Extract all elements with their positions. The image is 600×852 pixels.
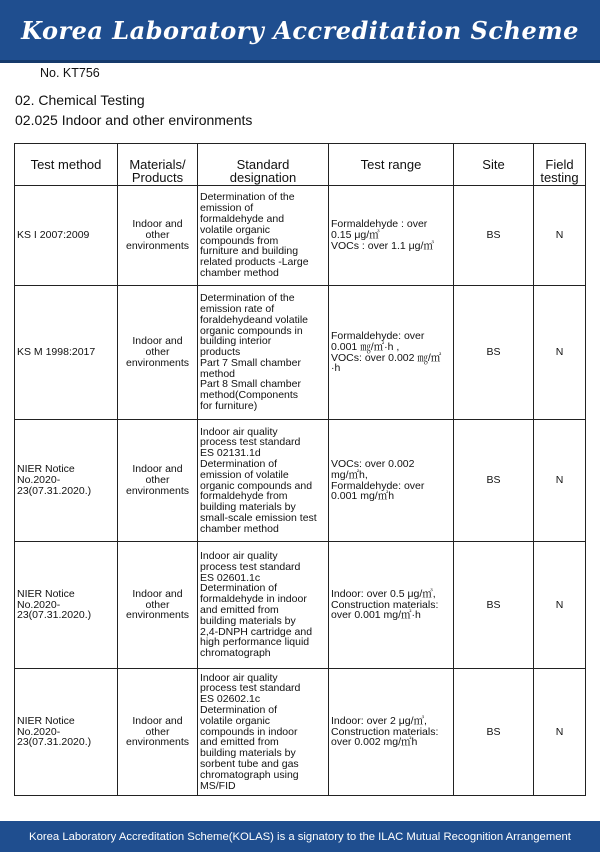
cell-test-range: Formaldehyde : over 0.15 μg/㎥ VOCs : over 1.1 μg/㎥ bbox=[329, 186, 454, 286]
cell-standard: Determination of the emission rate of foraldehydeand volatile organic compounds in building interior products Part 7 Small chamber method Part 8 Small chamber method(Components for furniture) bbox=[198, 286, 329, 420]
header-title: Korea Laboratory Accreditation Scheme bbox=[21, 15, 579, 45]
cell-standard: Indoor air quality process test standard ES 02601.1c Determination of formaldehyde in indoor and emitted from building materials by 2,4-DNPH cartridge and high performance liquid chromatograph bbox=[198, 542, 329, 669]
header-test-range bbox=[329, 144, 454, 186]
cell-standard: Determination of the emission of formaldehyde and volatile organic compounds from furniture and building related products -Large chamber method bbox=[198, 186, 329, 286]
header-test-method bbox=[15, 144, 118, 186]
header-standard-label: Standard designation bbox=[229, 157, 297, 185]
cell-test-method: KS I 2007:2009 bbox=[15, 186, 118, 286]
table-row bbox=[15, 669, 586, 796]
cell-material: Indoor and other environments bbox=[118, 669, 198, 796]
header-field-label: Field testing bbox=[540, 157, 579, 185]
scope-table bbox=[14, 143, 586, 796]
cell-field: N bbox=[534, 542, 586, 669]
cell-test-range: VOCs: over 0.002 mg/㎡h, Formaldehyde: over 0.001 mg/㎡h bbox=[329, 420, 454, 542]
document-number: No. KT756 bbox=[40, 66, 100, 80]
cell-test-range: Indoor: over 2 μg/㎥, Construction materials: over 0.002 mg/㎡h bbox=[329, 669, 454, 796]
header-test-method-label: Test method bbox=[30, 157, 102, 172]
cell-field: N bbox=[534, 186, 586, 286]
table-row bbox=[15, 286, 586, 420]
table-row bbox=[15, 542, 586, 669]
header-banner bbox=[0, 0, 600, 63]
table-header-row bbox=[15, 144, 586, 186]
cell-test-method: NIER Notice No.2020-23(07.31.2020.) bbox=[15, 542, 118, 669]
cell-material: Indoor and other environments bbox=[118, 286, 198, 420]
header-standard bbox=[198, 144, 329, 186]
cell-standard: Indoor air quality process test standard ES 02602.1c Determination of volatile organic compounds in indoor and emitted from building materials by sorbent tube and gas chromatograph using MS/FID bbox=[198, 669, 329, 796]
table-row bbox=[15, 420, 586, 542]
header-field bbox=[534, 144, 586, 186]
cell-site: BS bbox=[454, 186, 534, 286]
cell-material: Indoor and other environments bbox=[118, 186, 198, 286]
cell-test-method: NIER Notice No.2020-23(07.31.2020.) bbox=[15, 669, 118, 796]
footer-text: Korea Laboratory Accreditation Scheme(KOLAS) is a signatory to the ILAC Mutual Recognition Arrangement bbox=[29, 830, 571, 843]
header-test-range-label: Test range bbox=[360, 157, 422, 172]
header-site bbox=[454, 144, 534, 186]
subsection-title: 02.025 Indoor and other environments bbox=[15, 112, 253, 128]
cell-test-range: Indoor: over 0.5 μg/㎥, Construction materials: over 0.001 mg/㎡·h bbox=[329, 542, 454, 669]
cell-material: Indoor and other environments bbox=[118, 542, 198, 669]
cell-test-method: KS M 1998:2017 bbox=[15, 286, 118, 420]
cell-field: N bbox=[534, 420, 586, 542]
table-row bbox=[15, 186, 586, 286]
cell-standard: Indoor air quality process test standard ES 02131.1d Determination of emission of volatile organic compounds and formaldehyde from building materials by small-scale emission test chamber method bbox=[198, 420, 329, 542]
cell-field: N bbox=[534, 669, 586, 796]
cell-field: N bbox=[534, 286, 586, 420]
header-materials bbox=[118, 144, 198, 186]
header-site-label: Site bbox=[482, 157, 505, 172]
section-title: 02. Chemical Testing bbox=[15, 92, 145, 108]
header-materials-label: Materials/ Products bbox=[129, 157, 186, 185]
cell-site: BS bbox=[454, 420, 534, 542]
cell-site: BS bbox=[454, 286, 534, 420]
cell-site: BS bbox=[454, 542, 534, 669]
footer-banner bbox=[0, 821, 600, 852]
cell-material: Indoor and other environments bbox=[118, 420, 198, 542]
cell-test-method: NIER Notice No.2020-23(07.31.2020.) bbox=[15, 420, 118, 542]
cell-test-range: Formaldehyde: over 0.001 ㎎/㎡·h , VOCs: over 0.002 ㎎/㎡ ·h bbox=[329, 286, 454, 420]
cell-site: BS bbox=[454, 669, 534, 796]
